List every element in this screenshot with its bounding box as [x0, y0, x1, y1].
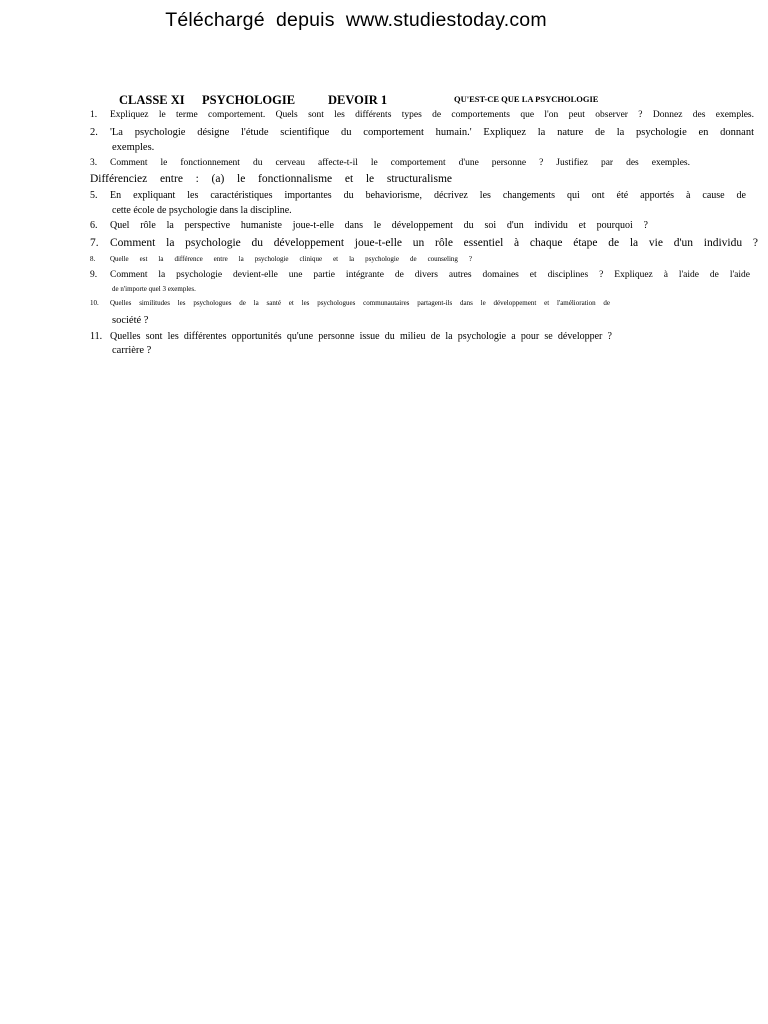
question-number: 5. — [90, 190, 98, 201]
question-text: Comment le fonctionnement du cerveau affecte-t-il le comportement d'une personne ? Justifiez par des exemples. — [110, 158, 690, 168]
question-text: Expliquez le terme comportement. Quels sont les différents types de comportements que l'on peut observer ? Donnez des exemples. — [110, 110, 754, 120]
question-text: 'La psychologie désigne l'étude scientifique du comportement humain.' Expliquez la nature de la psychologie en donnant — [110, 127, 754, 138]
question-number: 8. — [90, 255, 96, 263]
question-number: 9. — [90, 270, 98, 280]
question-number: 10. — [90, 299, 99, 307]
question-number: 6. — [90, 220, 98, 231]
question-text: Comment la psychologie devient-elle une partie intégrante de divers autres domaines et disciplines ? Expliquez à l'aide de l'aide — [110, 270, 750, 280]
question-text-continued: société ? — [112, 315, 149, 326]
question-text: En expliquant les caractéristiques importantes du behaviorisme, décrivez les changements qui ont été apportés à cause de — [110, 190, 746, 201]
question-text: Quel rôle la perspective humaniste joue-t-elle dans le développement du soi d'un individu et pourquoi ? — [110, 220, 648, 231]
question-number: 3. — [90, 158, 98, 168]
assignment-label: DEVOIR 1 — [328, 93, 388, 107]
chapter-title: QU'EST-CE QUE LA PSYCHOLOGIE — [454, 94, 599, 104]
subject-label: PSYCHOLOGIE — [202, 93, 296, 107]
question-text-continued: cette école de psychologie dans la discipline. — [112, 205, 292, 216]
question-number: 2. — [90, 127, 98, 138]
question-text: Différenciez entre : (a) le fonctionnalisme et le structuralisme — [90, 173, 452, 185]
question-text-continued: carrière ? — [112, 345, 152, 356]
question-number: 11. — [90, 331, 103, 342]
download-banner: Téléchargé depuis www.studiestoday.com — [165, 9, 547, 31]
question-number: 1. — [90, 110, 98, 120]
question-text-continued: de n'importe quel 3 exemples. — [112, 285, 196, 293]
question-text-continued: exemples. — [112, 142, 155, 153]
question-text: Quelles similitudes les psychologues de la santé et les psychologues communautaires partagent-ils dans le développement et l'amélioration de — [110, 299, 610, 307]
question-number: 7. — [90, 237, 99, 249]
question-text: Comment la psychologie du développement joue-t-elle un rôle essentiel à chaque étape de la vie d'un individu ? — [110, 237, 758, 249]
question-text: Quelles sont les différentes opportunités qu'une personne issue du milieu de la psychologie a pour se développer ? — [110, 331, 612, 342]
class-label: CLASSE XI — [119, 93, 185, 107]
question-text: Quelle est la différence entre la psychologie clinique et la psychologie de counseling ? — [110, 255, 472, 263]
